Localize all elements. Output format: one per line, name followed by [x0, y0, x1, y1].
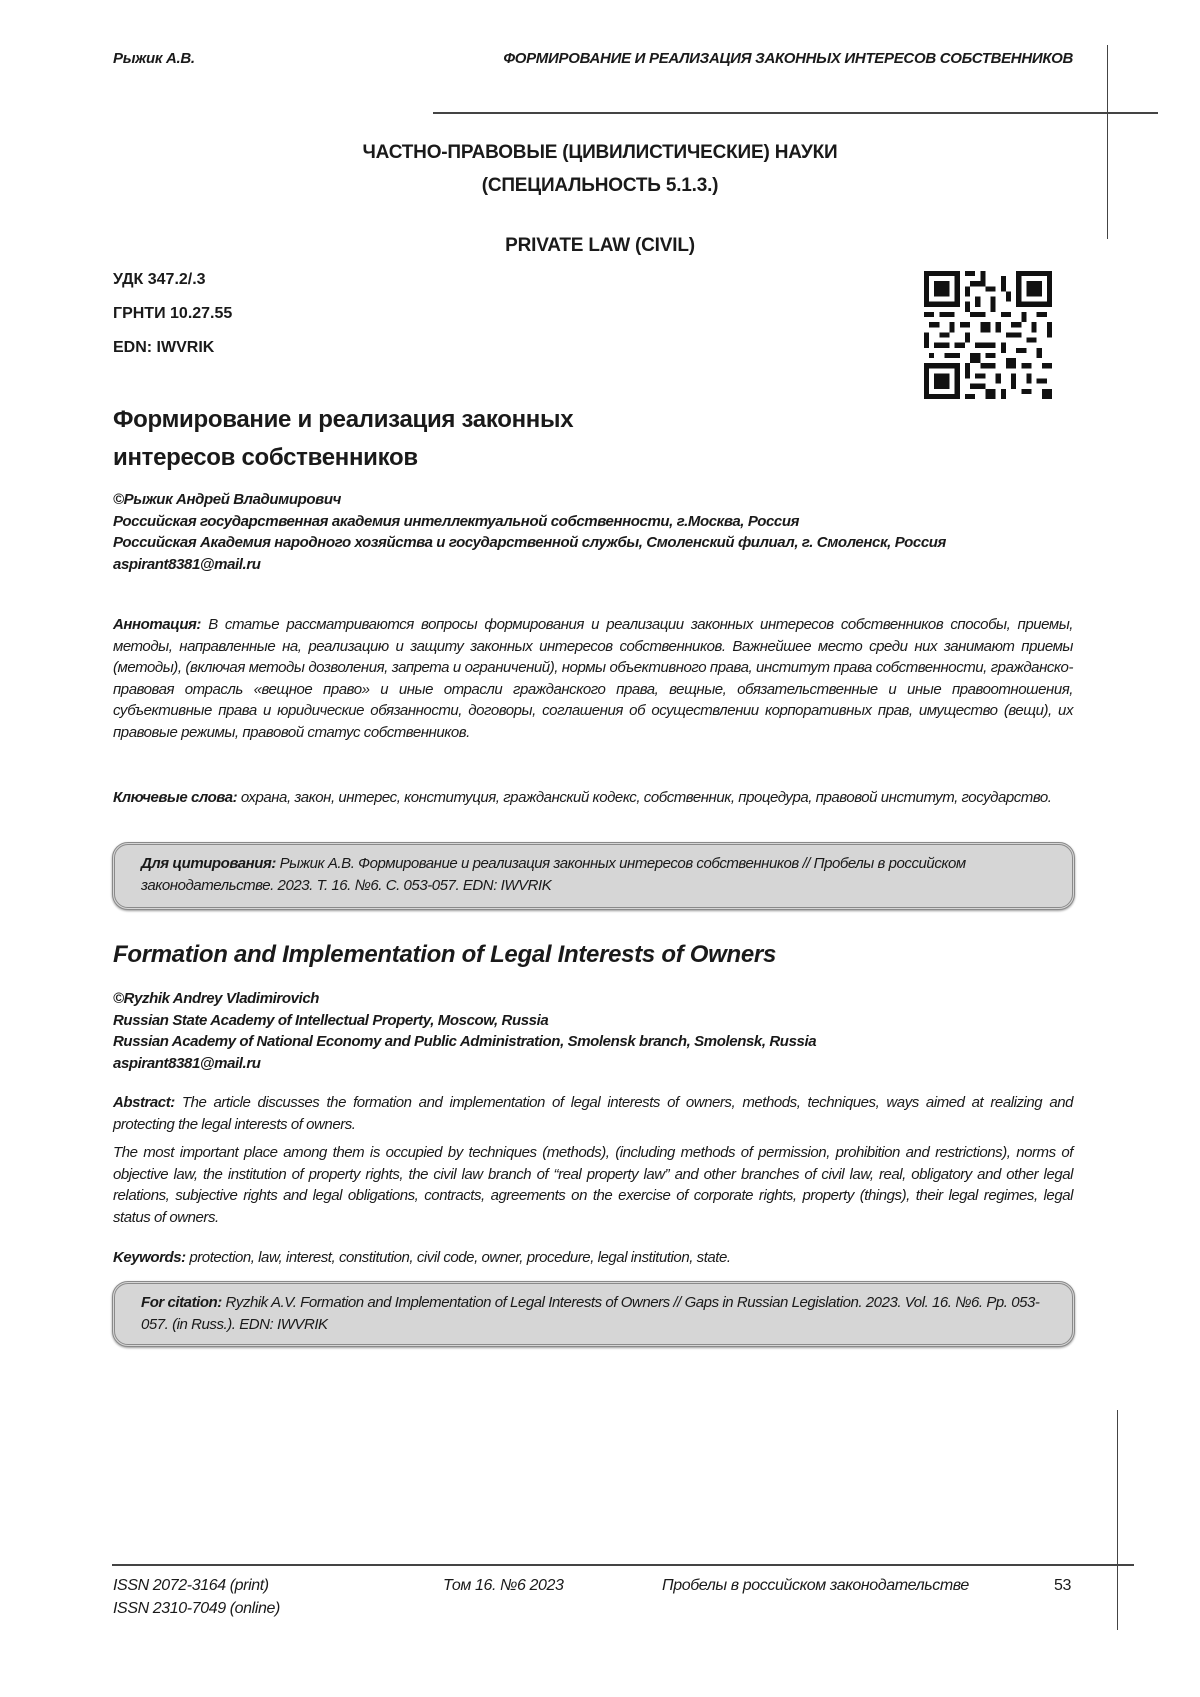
journal-name: Пробелы в российском законодательстве: [662, 1577, 969, 1595]
author-name: ©Рыжик Андрей Владимирович: [113, 489, 1073, 511]
keywords-label: Ключевые слова:: [113, 789, 237, 806]
author-email[interactable]: aspirant8381@mail.ru: [113, 1053, 1073, 1075]
author-block-ru: [113, 489, 1073, 575]
page-number: 53: [1054, 1577, 1071, 1595]
section-title-line2: (СПЕЦИАЛЬНОСТЬ 5.1.3.): [0, 169, 1200, 202]
abstract-label: Abstract:: [113, 1094, 175, 1111]
grnti: ГРНТИ 10.27.55: [113, 305, 232, 323]
abstract-ru: [113, 614, 1073, 744]
affiliation: Russian Academy of National Economy and Public Administration, Smolensk branch, Smolensk, Russia: [113, 1031, 1073, 1053]
citation-label: For citation:: [141, 1294, 222, 1311]
header-rule: [433, 112, 1158, 114]
footer-rule: [112, 1564, 1134, 1566]
citation-text: Ryzhik A.V. Formation and Implementation of Legal Interests of Owners // Gaps in Russian Legislation. 2023. Vol. 16. №6. Pp. 053-057. (in Russ.). EDN: IWVRIK: [141, 1294, 1039, 1333]
keywords-label: Keywords:: [113, 1249, 186, 1266]
article-title-ru: [113, 401, 573, 477]
issn-print: ISSN 2072-3164 (print): [113, 1577, 269, 1595]
running-title: ФОРМИРОВАНИЕ И РЕАЛИЗАЦИЯ ЗАКОННЫХ ИНТЕРЕСОВ СОБСТВЕННИКОВ: [503, 50, 1073, 67]
abstract-label: Аннотация:: [113, 616, 201, 633]
citation-box-en: [112, 1281, 1075, 1347]
issue-info: Том 16. №6 2023: [443, 1577, 564, 1595]
article-title-ru-line1: Формирование и реализация законных: [113, 401, 573, 439]
citation-text: Рыжик А.В. Формирование и реализация законных интересов собственников // Пробелы в российском законодательстве. 2023. Т. 16. №6. С. 053-057. EDN: IWVRIK: [141, 855, 966, 894]
issn-online: ISSN 2310-7049 (online): [113, 1600, 280, 1618]
section-title-english: PRIVATE LAW (CIVIL): [0, 229, 1200, 262]
article-title-ru-line2: интересов собственников: [113, 439, 573, 477]
keywords-ru: [113, 787, 1073, 809]
author-email[interactable]: aspirant8381@mail.ru: [113, 554, 1073, 576]
keywords-en: [113, 1247, 1073, 1269]
citation-label: Для цитирования:: [141, 855, 276, 872]
author-name: ©Ryzhik Andrey Vladimirovich: [113, 988, 1073, 1010]
running-author: Рыжик А.В.: [113, 50, 195, 67]
keywords-text: охрана, закон, интерес, конституция, гражданский кодекс, собственник, процедура, правовой институт, государство.: [241, 789, 1052, 806]
affiliation: Российская Академия народного хозяйства и государственной службы, Смоленский филиал, г. Смоленск, Россия: [113, 532, 1073, 554]
edn: EDN: IWVRIK: [113, 339, 214, 357]
abstract-text: The article discusses the formation and implementation of legal interests of owners, methods, techniques, ways aimed at realizing and protecting the legal interests of owners.: [113, 1094, 1073, 1133]
affiliation: Russian State Academy of Intellectual Property, Moscow, Russia: [113, 1010, 1073, 1032]
udk: УДК 347.2/.3: [113, 271, 206, 289]
bottom-crop-mark: [1117, 1410, 1118, 1630]
author-block-en: [113, 988, 1073, 1074]
citation-box-ru: [112, 842, 1075, 910]
abstract-en-paragraph-2: The most important place among them is occupied by techniques (methods), (including methods of permission, prohibition and restrictions), norms of objective law, the institution of property rights, the civil law branch of “real property law” and other branches of civil law, real, obligatory and other legal relations, subjective rights and legal obligations, contracts, agreements on the exercise of corporate rights, property (things), their legal regimes, legal status of owners.: [113, 1142, 1073, 1228]
article-title-en: Formation and Implementation of Legal Interests of Owners: [113, 936, 776, 974]
affiliation: Российская государственная академия интеллектуальной собственности, г.Москва, Россия: [113, 511, 1073, 533]
qr-code: [922, 271, 1054, 399]
section-title: [0, 136, 1200, 202]
keywords-text: protection, law, interest, constitution, civil code, owner, procedure, legal institution, state.: [189, 1249, 730, 1266]
abstract-en: [113, 1092, 1073, 1135]
section-title-line1: ЧАСТНО-ПРАВОВЫЕ (ЦИВИЛИСТИЧЕСКИЕ) НАУКИ: [0, 136, 1200, 169]
abstract-text: В статье рассматриваются вопросы формирования и реализации законных интересов собственников способы, приемы, методы, направленные на, реализацию и защиту законных интересов собственников. Важнейшее место среди них занимают приемы (методы), (включая методы дозволения, запрета и ограничений), нормы объективного права, институт права собственности, гражданско-правовая отрасль «вещное право» и иные отрасли гражданского права, вещные, обязательственные и иные правоотношения, субъективные права и юридические обязанности, договоры, соглашения об осуществлении корпоративных прав, имущество (вещи), их правовые режимы, правовой статус собственников.: [113, 616, 1073, 741]
